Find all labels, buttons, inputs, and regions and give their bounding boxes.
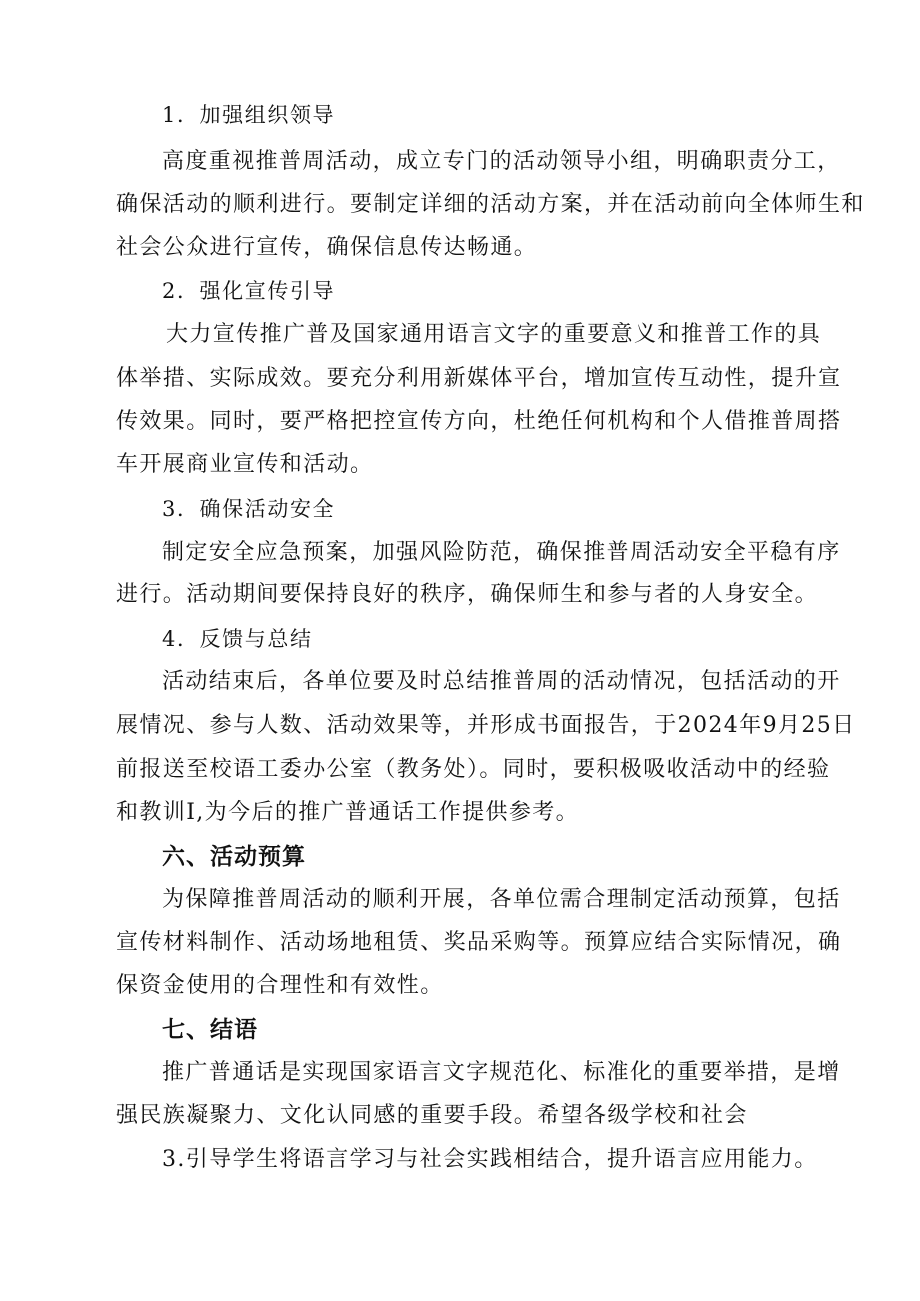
- paragraph-line: 活动结束后，各单位要及时总结推普周的活动情况，包括活动的开: [162, 669, 841, 694]
- paragraph-line: 强民族凝聚力、文化认同感的重要手段。希望各级学校和社会: [116, 1103, 748, 1128]
- paragraph-line: 推广普通话是实现国家语言文字规范化、标准化的重要举措，是增: [162, 1060, 841, 1085]
- paragraph-line: 确保活动的顺利进行。要制定详细的活动方案，并在活动前向全体师生和: [116, 192, 865, 217]
- subheading-feedback-summary: 4．反馈与总结: [162, 627, 313, 651]
- paragraph-line: 大力宣传推广普及国家通用语言文字的重要意义和推普工作的具: [166, 322, 822, 347]
- paragraph-line: 传效果。同时，要严格把控宣传方向，杜绝任何机构和个人借推普周搭: [116, 409, 842, 434]
- paragraph-line: 保资金使用的合理性和有效性。: [116, 973, 444, 998]
- subheading-activity-safety: 3．确保活动安全: [162, 497, 336, 521]
- paragraph-line: 社会公众进行宣传，确保信息传达畅通。: [116, 235, 538, 260]
- paragraph-line: 进行。活动期间要保持良好的秩序，确保师生和参与者的人身安全。: [116, 582, 819, 607]
- subheading-strengthen-leadership: 1．加强组织领导: [162, 103, 336, 127]
- paragraph-line: 车开展商业宣传和活动。: [116, 452, 374, 477]
- paragraph-line: 制定安全应急预案，加强风险防范，确保推普周活动安全平稳有序: [162, 540, 841, 565]
- paragraph-line: 3.引导学生将语言学习与社会实践相结合，提升语言应用能力。: [162, 1147, 818, 1172]
- paragraph-line: 展情况、参与人数、活动效果等，并形成书面报告，于2024年9月25日: [116, 713, 856, 738]
- heading-conclusion: 七、结语: [162, 1017, 258, 1043]
- heading-activity-budget: 六、活动预算: [162, 844, 306, 870]
- paragraph-line: 为保障推普周活动的顺利开展，各单位需合理制定活动预算，包括: [162, 887, 841, 912]
- paragraph-line: 宣传材料制作、活动场地租赁、奖品采购等。预算应结合实际情况，确: [116, 930, 842, 955]
- paragraph-line: 前报送至校语工委办公室（教务处）。同时，要积极吸收活动中的经验: [116, 757, 831, 782]
- paragraph-line: 和教训I,为今后的推广普通话工作提供参考。: [116, 800, 580, 825]
- paragraph-line: 体举措、实际成效。要充分利用新媒体平台，增加宣传互动性，提升宣: [116, 366, 842, 391]
- subheading-publicity-guidance: 2．强化宣传引导: [162, 279, 336, 303]
- paragraph-line: 高度重视推普周活动，成立专门的活动领导小组，明确职责分工，: [162, 149, 841, 174]
